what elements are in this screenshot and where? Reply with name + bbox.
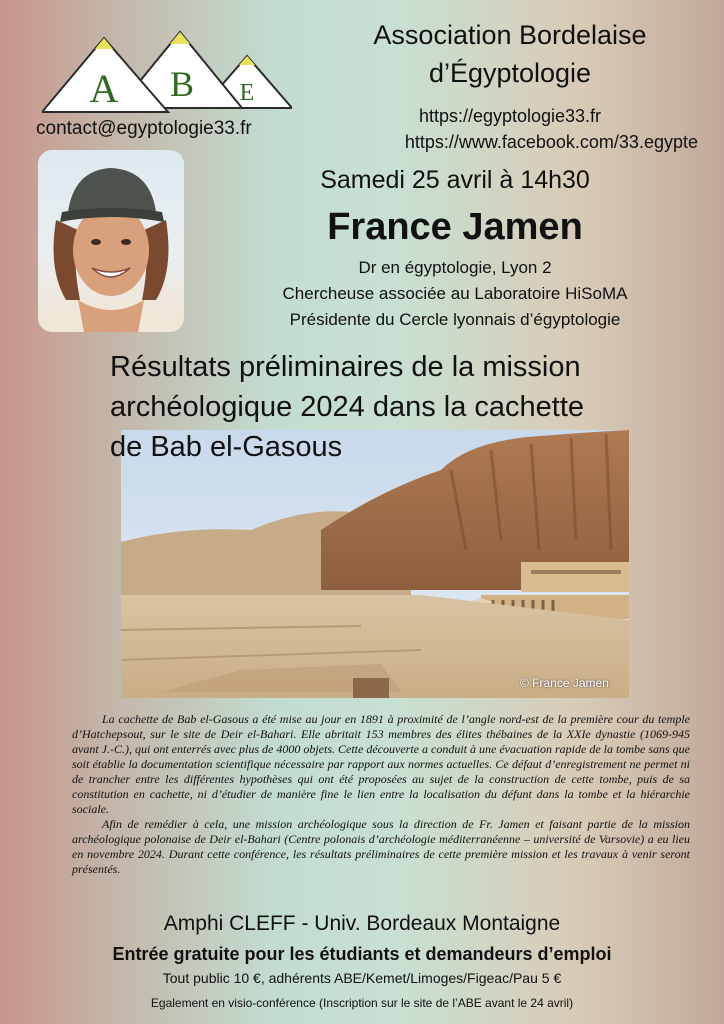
contact-email[interactable]: contact@egyptologie33.fr	[36, 118, 252, 139]
speaker-portrait	[38, 150, 184, 332]
talk-title-line: archéologique 2024 dans la cachette	[110, 391, 585, 423]
website-link[interactable]: https://egyptologie33.fr	[418, 106, 602, 126]
org-name-line1: Association Bordelaise	[373, 20, 647, 50]
speaker-credential: Dr en égyptologie, Lyon 2	[358, 258, 552, 277]
speaker-name: France Jamen	[327, 206, 583, 248]
prices: Tout public 10 €, adhérents ABE/Kemet/Limoges/Figeac/Pau 5 €	[162, 970, 562, 986]
venue: Amphi CLEFF - Univ. Bordeaux Montaigne	[163, 912, 561, 935]
visio-note: Egalement en visio-conférence (Inscription sur le site de l’ABE avant le 24 avril)	[150, 996, 574, 1010]
logo-letter-e: E	[239, 80, 255, 106]
org-name-line2: d’Égyptologie	[428, 58, 592, 88]
facebook-link[interactable]: https://www.facebook.com/33.egypte	[404, 132, 698, 152]
logo-letter-b: B	[169, 64, 195, 104]
logo-letter-a: A	[89, 66, 119, 111]
speaker-credential: Présidente du Cercle lyonnais d’égyptologie	[289, 310, 621, 329]
talk-title-line: Résultats préliminaires de la mission	[110, 351, 581, 383]
free-entry-note: Entrée gratuite pour les étudiants et demandeurs d’emploi	[112, 944, 612, 964]
talk-title-line: de Bab el-Gasous	[110, 431, 343, 463]
description-text	[72, 712, 690, 877]
description-paragraph: La cachette de Bab el-Gasous a été mise au jour en 1891 à proximité de l’angle nord-est de la première cour du temple d’Hatchepsout, sur le site de Deir el-Bahari. Elle abritait 153 membres des élites thébaines de la XXIe dynastie (1069-945 avant J.-C.), qui ont enterrés avec plus de 4000 objets. Cette découverte a conduit à une évacuation rapide de la tombe sans que soit établie la documentation scientifique nécessaire par rapport aux normes actuelles. Ce défaut d’enregistrement ne permet ni de trancher entre les différentes hypothèses qui ont été proposées au sujet de la construction de cette tombe, puis de sa constitution en cachette, ni d’étudier de manière fine le lien entre la localisation du défunt dans la tombe et la hiérarchie sociale.	[72, 712, 690, 816]
description-paragraph: Afin de remédier à cela, une mission archéologique sous la direction de Fr. Jamen et faisant partie de la mission archéologique polonaise de Deir el-Bahari (Centre polonais d’archéologie méditerranéenne – université de Varsovie) a eu lieu en novembre 2024. Durant cette conférence, les résultats préliminaires de cette première mission et les travaux à venir seront présentés.	[72, 817, 690, 876]
photo-credit: © France Jamen	[520, 676, 609, 690]
abe-logo	[42, 28, 292, 116]
event-date: Samedi 25 avril à 14h30	[320, 166, 590, 194]
speaker-credential: Chercheuse associée au Laboratoire HiSoMA	[282, 284, 628, 303]
site-photo	[121, 430, 629, 698]
